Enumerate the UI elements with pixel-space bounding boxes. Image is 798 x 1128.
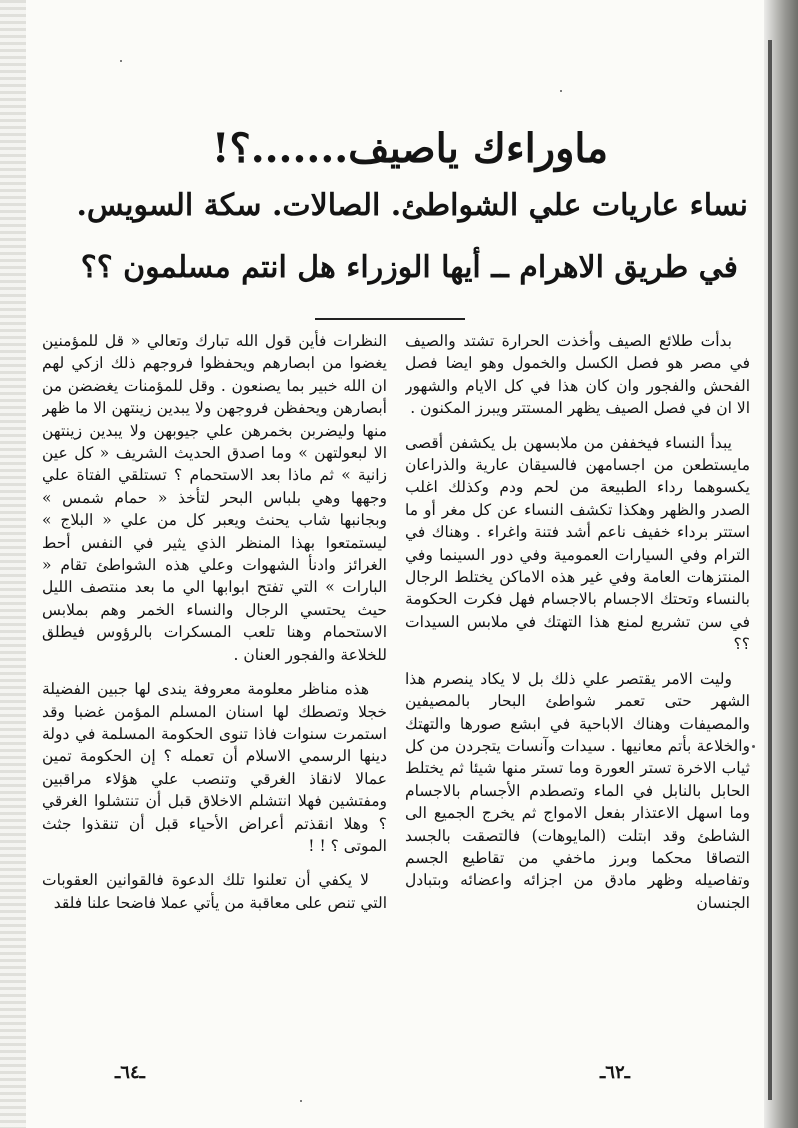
scan-speck <box>560 90 562 92</box>
article-subtitle-1: نساء عاريات علي الشواطئ. الصالات. سكة السويس. <box>76 188 748 223</box>
page-number-left: ـ٦٤ـ <box>115 1062 145 1083</box>
page-left-edge <box>0 0 26 1128</box>
right-column <box>405 330 750 1060</box>
paragraph: هذه مناظر معلومة معروفة يندى لها جبين الفضيلة خجلا وتصطك لها اسنان المسلم المؤمن غضبا وقد استمرت سنوات فاذا تنوى الحكومة المسلمة في دولة دينها الرسمي الاسلام أن تعمله ؟ إن الحكومة تمين عمالا لانقاذ الغرقي وتنصب علي هؤلاء مراقبين ومفتشين فهلا انتشلم الاخلاق قبل أن تنتشلوا الغرقي ؟ وهلا انقذتم أعراض الأحياء قبل أن تنقذوا جثث الموتى ؟ ! ! <box>42 680 387 855</box>
scan-speck <box>300 1100 302 1102</box>
page-number-right: ـ٦٢ـ <box>600 1062 630 1083</box>
left-column <box>42 330 387 1060</box>
article-title: ماوراءك ياصيف.......؟! <box>211 125 608 172</box>
binding-shadow <box>768 40 772 1100</box>
paragraph: وليت الامر يقتصر علي ذلك بل لا يكاد ينصرم هذا الشهر حتى تعمر شواطئ البحار بالمصيفين والمصيفات وهناك الاباحية في ابشع صورها والتهتك والخلاعة بأتم معانيها . سيدات وآنسات يتجردن من كل ثياب الاخرة تستر العورة وما تستر منها شيئا ثم يختلط الحابل بالنابل في الماء وتصطدم الأجسام بالاجسام وما اسهل الاعتذار بفعل الامواج ثم يخرج الجميع الى الشاطئ وقد ابتلت (المايوهات) فالتصقت بالجسد التصاقا محكما وبرز ماخفي من تقاطيع الجسم وتفاصيله وظهر مادق من اجزائه واعضائه وبتبادل الجنسان <box>405 669 750 912</box>
title-divider <box>315 318 465 320</box>
paragraph: يبدأ النساء فيخففن من ملابسهن بل يكشفن أقصى مايستطعن من اجسامهن فالسيقان عارية والذراعان يكسوهما رداء الطبيعة من لحم ودم وكذلك اغلب الصدر والظهر وهكذا تكشف النساء عن كل مغر أو ما استتر برداء خفيف ناعم أشد فتنة واغراء . وهناك في الترام وفي السيارات العمومية وفي دور السينما وفي المنتزهات العامة وفي غير هذه الاماكن يختلط الرجال بالنساء وتحتك الاجسام بالاجسام فهل فكرت الحكومة في سن تشريع لمنع هذا التهتك في ملابس السيدات ؟؟ <box>405 433 750 654</box>
scan-speck <box>120 60 122 62</box>
paragraph: بدأت طلائع الصيف وأخذت الحرارة تشتد والصيف في مصر هو فصل الكسل والخمول وهو ايضا فصل الفحش والفجور وان كان هذا في كل الايام والشهور الا ان في فصل الصيف يظهر المستتر ويبرز المكنون . <box>405 332 750 418</box>
paragraph: النظرات فأين قول الله تبارك وتعالي « قل للمؤمنين يغضوا من ابصارهم ويحفظوا فروجهم ذلك ازكي لهم ان الله خبير بما يصنعون . وقل للمؤمنات يغضضن من أبصارهن ويحفظن فروجهن ولا يبدين زينتهن الا ما ظهر منها وليضربن بخمرهن علي جيوبهن ولا يبدين زينتهن الا لبعولتهن » وما اصدق الحديث الشريف « كل عين زانية » ثم ماذا بعد الاستحمام ؟ تستلقي الفتاة علي وجهها وهي بلباس البحر لتأخذ « حمام شمس » وبجانبها شاب يحنث ويعبر كل من علي « البلاج » ليستمتعوا بهذا المنظر الذي يثير في النفس أحط الغرائز وادنأ الشهوات وعلي هذه الشواطئ تقام « البارات » التي تفتح ابوابها الي ما بعد منتصف الليل حيث يحتسي الرجال والنساء الخمر وهم بملابس الاستحمام وهنا تلعب المسكرات بالرؤوس فيطلق للخلاعة والفجور العنان . <box>42 332 387 664</box>
paragraph: لا يكفي أن تعلنوا تلك الدعوة فالقوانين العقوبات التي تنص على معاقبة من يأتي عملا فاضحا علنا فلقد <box>42 871 387 912</box>
scan-speck <box>752 745 755 748</box>
article-subtitle-2: في طريق الاهرام ــ أيها الوزراء هل انتم مسلمون ؟؟ <box>80 250 738 285</box>
